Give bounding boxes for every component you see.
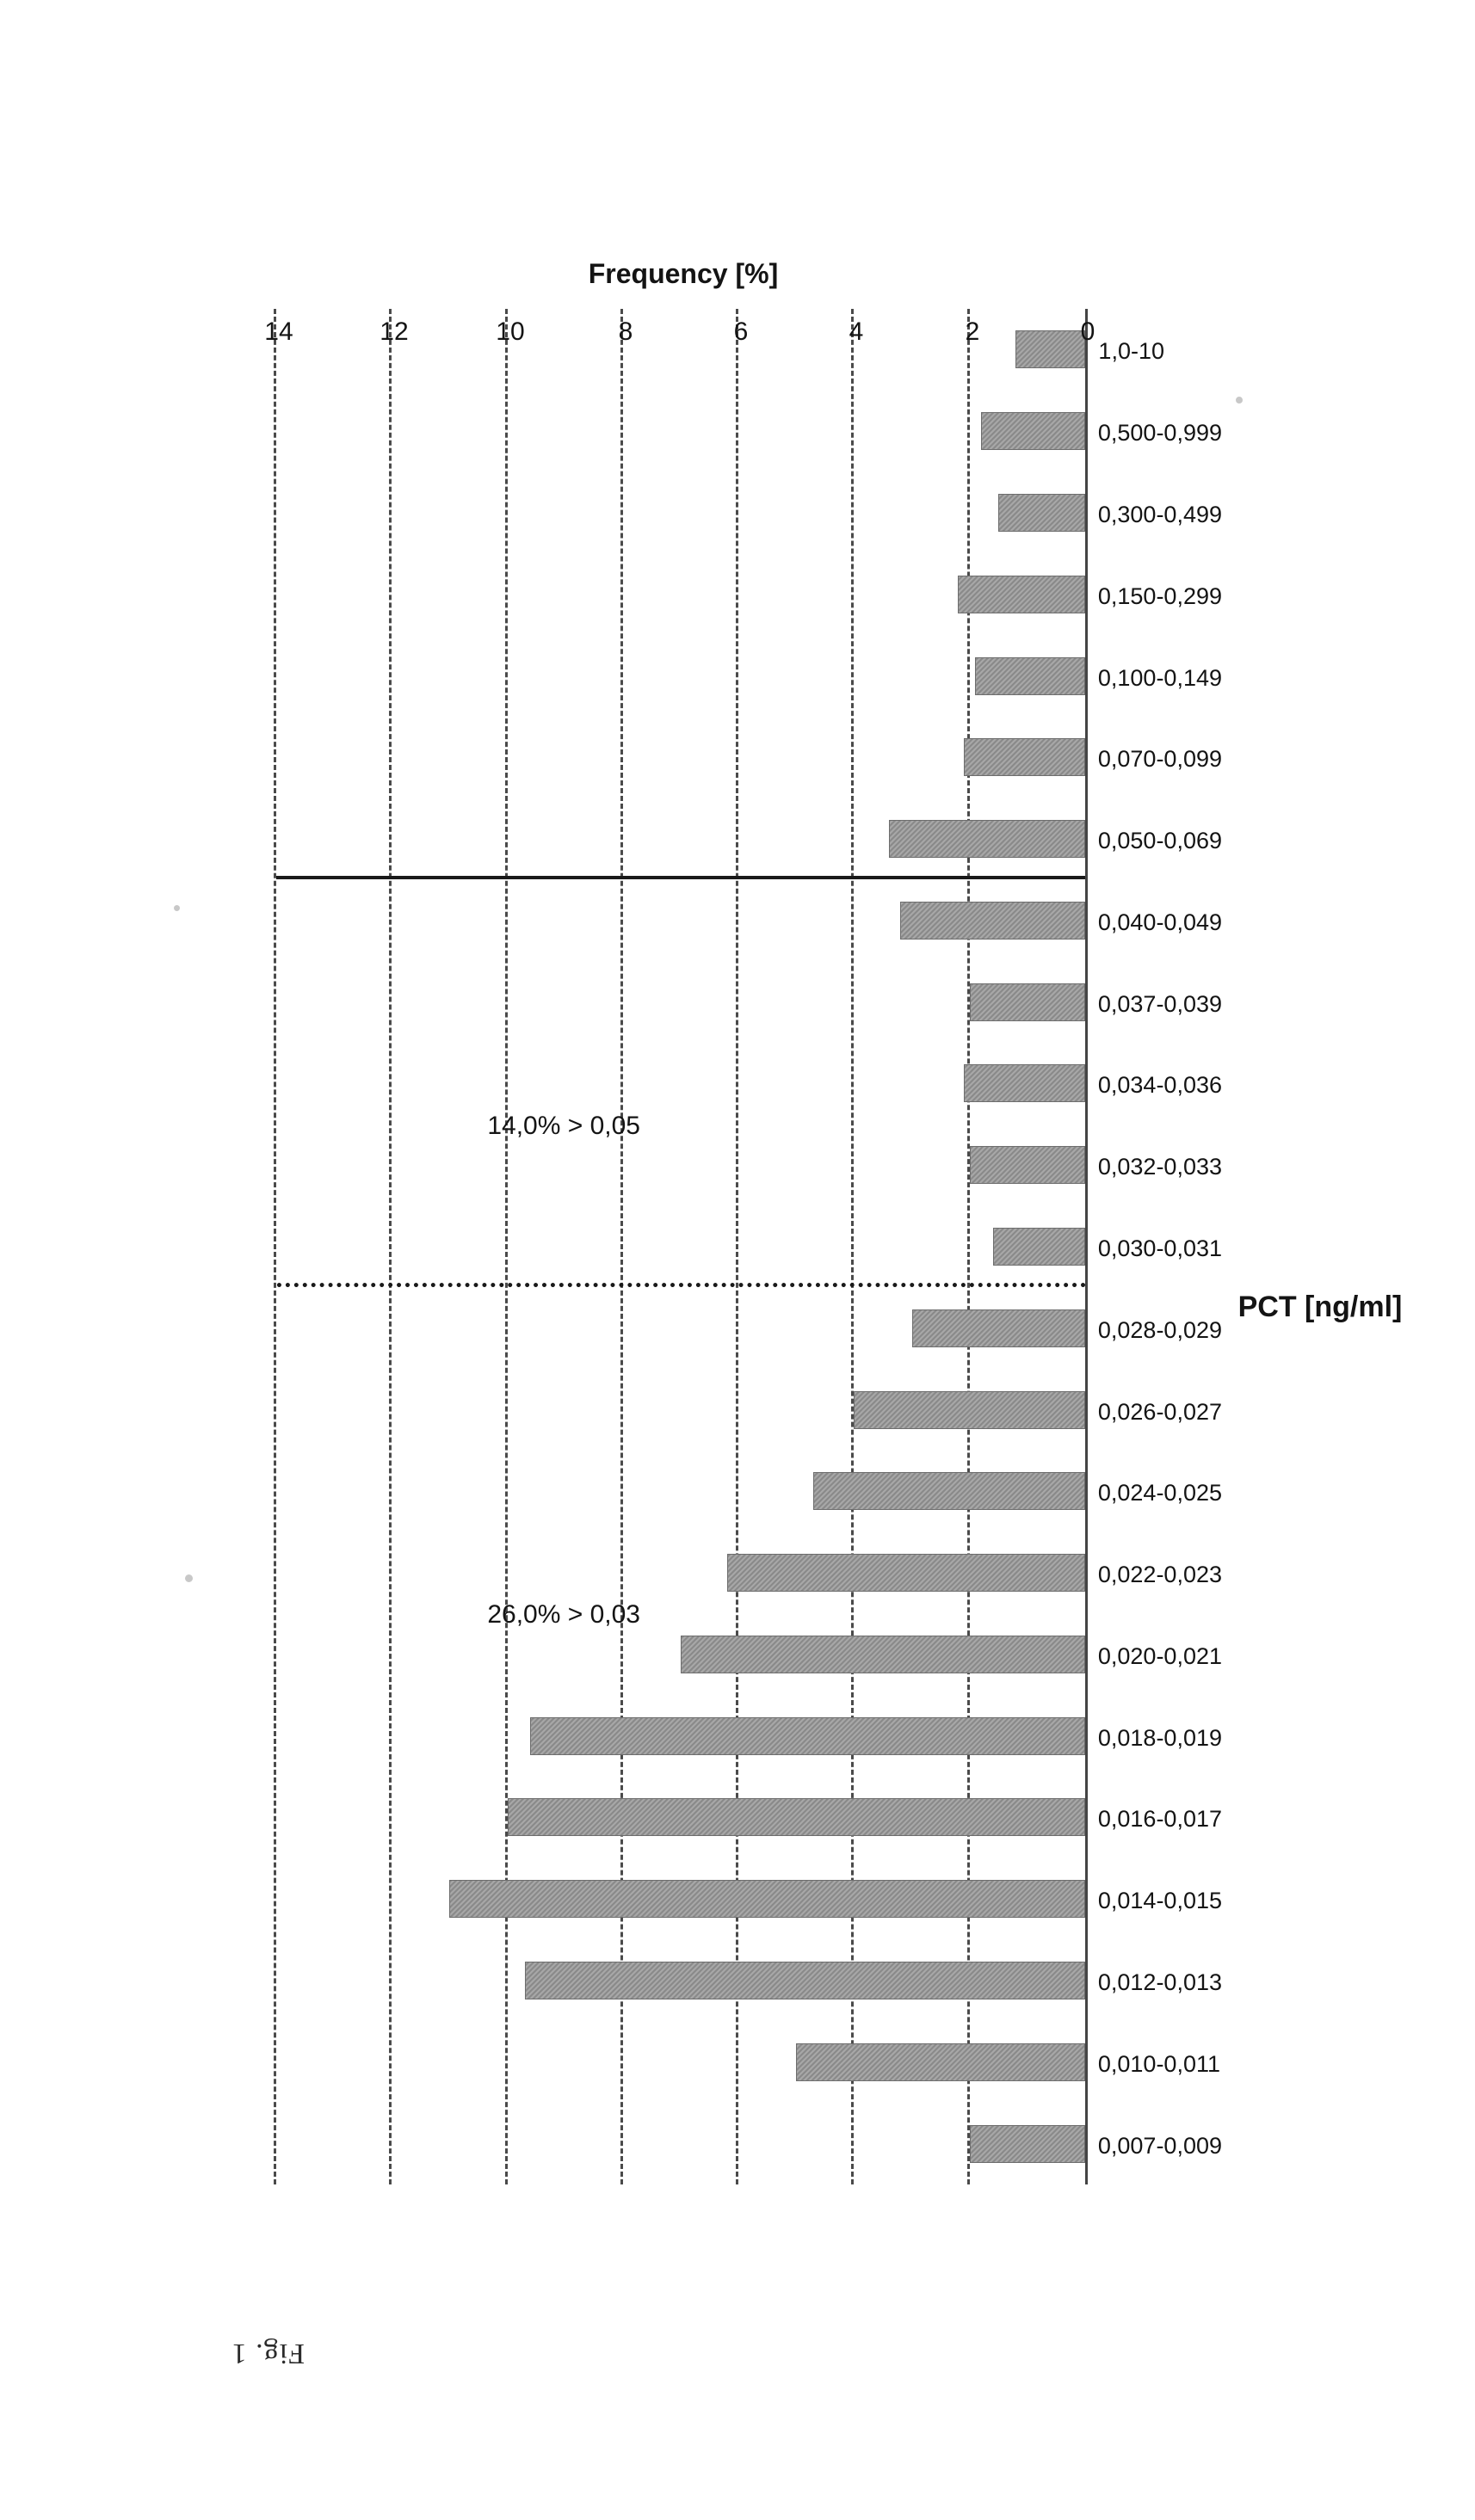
x-axis-category-label: 0,007-0,009 <box>1098 2132 1223 2159</box>
x-axis-category-label: 0,150-0,299 <box>1098 582 1223 609</box>
bar-row <box>276 1798 1085 1836</box>
bar-row <box>276 1880 1085 1918</box>
bar-row <box>276 1146 1085 1184</box>
y-axis-tick-label: 2 <box>965 317 980 346</box>
bar <box>998 494 1085 532</box>
bar-row <box>276 1309 1085 1347</box>
bar <box>796 2043 1085 2081</box>
bar-row <box>276 1717 1085 1755</box>
scan-speck <box>174 905 180 911</box>
figure-caption: Fig. 1 <box>231 2338 305 2369</box>
x-axis-category-label: 0,040-0,049 <box>1098 909 1223 935</box>
bar-row <box>276 1228 1085 1266</box>
bar <box>508 1798 1085 1836</box>
bar <box>975 657 1085 695</box>
bar-row <box>276 820 1085 858</box>
x-axis-category-label: 0,034-0,036 <box>1098 1072 1223 1099</box>
x-axis-category-label: 0,300-0,499 <box>1098 501 1223 527</box>
x-axis-category-label: 0,022-0,023 <box>1098 1562 1223 1588</box>
x-axis-title: PCT [ng/ml] <box>1237 1291 1403 1323</box>
bar <box>912 1309 1085 1347</box>
y-axis-tick-label: 10 <box>495 317 525 346</box>
x-axis-category-label: 0,024-0,025 <box>1098 1480 1223 1506</box>
bar-row <box>276 1391 1085 1429</box>
bar <box>964 738 1085 776</box>
y-axis-tick-label: 12 <box>380 317 409 346</box>
y-axis-tick-label: 4 <box>849 317 864 346</box>
x-axis-category-label: 0,012-0,013 <box>1098 1969 1223 1996</box>
scan-speck <box>1236 397 1243 404</box>
bar <box>958 576 1085 613</box>
x-axis-category-label: 0,050-0,069 <box>1098 828 1223 854</box>
bar-row <box>276 2043 1085 2081</box>
bar <box>993 1228 1085 1266</box>
x-axis-category-label: 0,016-0,017 <box>1098 1806 1223 1833</box>
bar <box>900 902 1085 940</box>
y-axis-tick-label: 0 <box>1080 317 1095 346</box>
bar-chart <box>124 171 1403 2236</box>
bar-row <box>276 412 1085 450</box>
bar <box>970 1146 1085 1184</box>
bar-row <box>276 576 1085 613</box>
x-axis-category-label: 1,0-10 <box>1098 338 1164 365</box>
y-axis-title: Frequency [%] <box>588 258 779 289</box>
bar <box>854 1391 1085 1429</box>
bar <box>681 1636 1085 1673</box>
annotation-label: 26,0% > 0,03 <box>487 1600 640 1630</box>
x-axis-category-label: 0,100-0,149 <box>1098 664 1223 691</box>
bar <box>970 2125 1085 2163</box>
x-axis-category-label: 0,014-0,015 <box>1098 1888 1223 1914</box>
x-axis-category-label: 0,020-0,021 <box>1098 1642 1223 1669</box>
x-axis-category-label: 0,500-0,999 <box>1098 420 1223 447</box>
annotation-separator <box>276 1283 1085 1287</box>
x-axis-category-label: 0,030-0,031 <box>1098 1235 1223 1261</box>
bar-row <box>276 738 1085 776</box>
bar-row <box>276 983 1085 1021</box>
scan-speck <box>185 1574 193 1582</box>
bar <box>449 1880 1085 1918</box>
bar-row <box>276 494 1085 532</box>
y-axis-tick-label: 8 <box>618 317 633 346</box>
bar-row <box>276 1064 1085 1102</box>
bar <box>530 1717 1085 1755</box>
bar-row <box>276 1962 1085 1999</box>
bar-row <box>276 1636 1085 1673</box>
plot-area <box>279 309 1088 2184</box>
bar <box>970 983 1085 1021</box>
bar-row <box>276 2125 1085 2163</box>
x-axis-category-label: 0,037-0,039 <box>1098 990 1223 1017</box>
x-axis-category-label: 0,026-0,027 <box>1098 1398 1223 1425</box>
x-axis-category-label: 0,070-0,099 <box>1098 746 1223 773</box>
bar-row <box>276 1554 1085 1592</box>
x-axis-category-label: 0,010-0,011 <box>1098 2050 1221 2077</box>
bar <box>964 1064 1085 1102</box>
bar <box>813 1472 1085 1510</box>
bar-row <box>276 657 1085 695</box>
bar <box>981 412 1085 450</box>
annotation-separator <box>276 876 1085 879</box>
x-axis-category-label: 0,018-0,019 <box>1098 1724 1223 1751</box>
y-axis-tick-label: 6 <box>733 317 749 346</box>
bar-row <box>276 1472 1085 1510</box>
bar-row <box>276 902 1085 940</box>
x-axis-category-label: 0,028-0,029 <box>1098 1316 1223 1343</box>
y-axis-tick-label: 14 <box>264 317 293 346</box>
bar <box>525 1962 1085 1999</box>
bar <box>889 820 1085 858</box>
x-axis-category-label: 0,032-0,033 <box>1098 1154 1223 1180</box>
bar <box>727 1554 1085 1592</box>
annotation-label: 14,0% > 0,05 <box>487 1111 640 1140</box>
